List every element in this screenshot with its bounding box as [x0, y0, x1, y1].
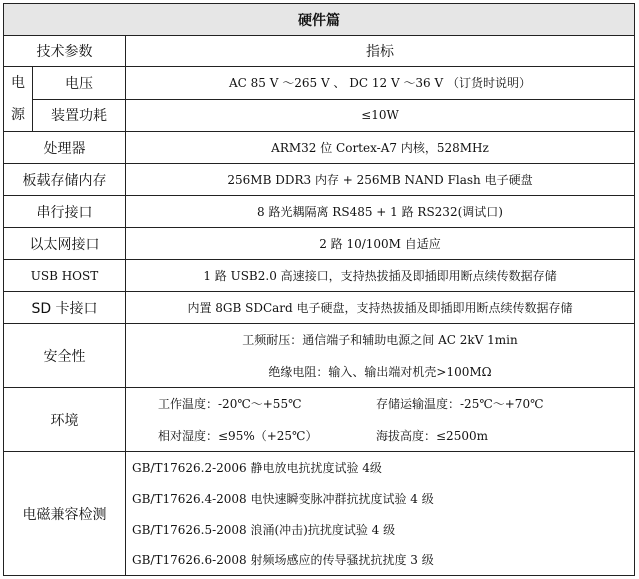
- emc-line: GB/T17626.2-2006 静电放电抗扰度试验 4级: [126, 452, 635, 483]
- safety-line: 工频耐压：通信端子和辅助电源之间 AC 2kV 1min: [126, 324, 635, 356]
- power-voltage-label: 电压: [33, 67, 126, 100]
- table-row: [4, 388, 635, 420]
- emc-line: GB/T17626.4-2008 电快速瞬变脉冲群抗扰度试验 4 级: [126, 483, 635, 514]
- emc-label: 电磁兼容检测: [4, 452, 126, 576]
- usb-label: USB HOST: [4, 260, 126, 292]
- sd-label: SD 卡接口: [4, 292, 126, 324]
- table-row: [4, 452, 635, 483]
- environment-line: 工作温度：-20℃～+55℃ 存储运输温度：-25℃～+70℃: [126, 388, 635, 420]
- hardware-spec-table: [3, 3, 635, 576]
- emc-line: GB/T17626.5-2008 浪涌(冲击)抗扰度试验 4 级: [126, 514, 635, 545]
- processor-value: ARM32 位 Cortex-A7 内核，528MHz: [126, 132, 635, 164]
- storage-value: 256MB DDR3 内存 + 256MB NAND Flash 电子硬盘: [126, 164, 635, 196]
- environment-line: 相对湿度：≤95%（+25℃） 海拔高度：≤2500m: [126, 420, 635, 452]
- header-spec: 指标: [126, 36, 635, 67]
- table-row: [4, 324, 635, 356]
- table-row: [4, 164, 635, 196]
- header-param: 技术参数: [4, 36, 126, 67]
- processor-label: 处理器: [4, 132, 126, 164]
- table-row: [4, 292, 635, 324]
- ethernet-label: 以太网接口: [4, 228, 126, 260]
- title-row: [4, 4, 635, 36]
- sd-value: 内置 8GB SDCard 电子硬盘，支持热拔插及即插即用断点续传数据存储: [126, 292, 635, 324]
- serial-label: 串行接口: [4, 196, 126, 228]
- table-row: [4, 260, 635, 292]
- environment-label: 环境: [4, 388, 126, 452]
- table-row: [4, 228, 635, 260]
- table-row: [4, 99, 635, 132]
- table-row: [4, 67, 635, 100]
- power-voltage-value: AC 85 V ～265 V 、 DC 12 V ～36 V （订货时说明）: [126, 67, 635, 100]
- safety-label: 安全性: [4, 324, 126, 388]
- table-title: 硬件篇: [4, 4, 635, 36]
- usb-value: 1 路 USB2.0 高速接口，支持热拔插及即插即用断点续传数据存储: [126, 260, 635, 292]
- emc-line: GB/T17626.6-2008 射频场感应的传导骚扰抗扰度 3 级: [126, 545, 635, 576]
- header-row: [4, 36, 635, 67]
- table-row: [4, 132, 635, 164]
- power-consumption-label: 装置功耗: [33, 99, 126, 132]
- power-consumption-value: ≤10W: [126, 99, 635, 132]
- ethernet-value: 2 路 10/100M 自适应: [126, 228, 635, 260]
- serial-value: 8 路光耦隔离 RS485 + 1 路 RS232(调试口): [126, 196, 635, 228]
- storage-label: 板载存储内存: [4, 164, 126, 196]
- safety-line: 绝缘电阻：输入、输出端对机壳>100MΩ: [126, 356, 635, 388]
- power-group-label: 电 源: [4, 67, 33, 132]
- table-row: [4, 196, 635, 228]
